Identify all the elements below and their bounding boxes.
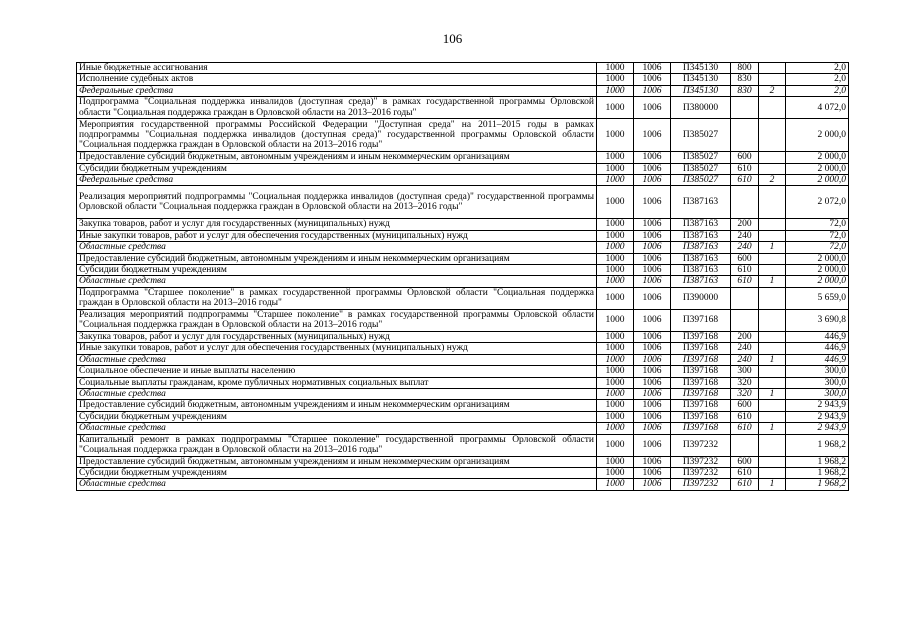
section-code-cell: 1000 <box>597 366 634 377</box>
target-article-cell: П387163 <box>671 219 731 230</box>
amount-cell: 1 968,2 <box>786 467 849 478</box>
expense-type-cell: 240 <box>731 242 759 253</box>
section-code-cell: 1000 <box>597 456 634 467</box>
section-code-cell: 1000 <box>597 354 634 365</box>
funding-source-cell: 1 <box>759 276 786 287</box>
subsection-code-cell: 1006 <box>634 388 671 399</box>
target-article-cell: П397168 <box>671 366 731 377</box>
row-name-cell: Субсидии бюджетным учреждениям <box>77 265 597 276</box>
row-name-cell: Реализация мероприятий подпрограммы "Социальная поддержка инвалидов (доступная среда)" государственной программы Орловской области "Социальная поддержка граждан в Орловской области на 2013–2016 годы" <box>77 186 597 219</box>
expense-type-cell <box>731 287 759 309</box>
amount-cell: 300,0 <box>786 388 849 399</box>
expense-type-cell: 300 <box>731 366 759 377</box>
expense-type-cell: 240 <box>731 354 759 365</box>
table-row <box>77 97 849 119</box>
row-name-cell: Иные бюджетные ассигнования <box>77 63 597 74</box>
subsection-code-cell: 1006 <box>634 456 671 467</box>
amount-cell: 2 000,0 <box>786 175 849 186</box>
target-article-cell: П397232 <box>671 467 731 478</box>
expense-type-cell: 600 <box>731 152 759 163</box>
target-article-cell: П380000 <box>671 97 731 119</box>
subsection-code-cell: 1006 <box>634 411 671 422</box>
amount-cell: 2 943,9 <box>786 411 849 422</box>
expense-type-cell: 830 <box>731 74 759 85</box>
section-code-cell: 1000 <box>597 152 634 163</box>
section-code-cell: 1000 <box>597 186 634 219</box>
funding-source-cell <box>759 377 786 388</box>
amount-cell: 2,0 <box>786 85 849 96</box>
section-code-cell: 1000 <box>597 74 634 85</box>
subsection-code-cell: 1006 <box>634 343 671 354</box>
amount-cell: 446,9 <box>786 331 849 342</box>
funding-source-cell <box>759 456 786 467</box>
funding-source-cell <box>759 331 786 342</box>
funding-source-cell: 1 <box>759 242 786 253</box>
expense-type-cell <box>731 97 759 119</box>
subsection-code-cell: 1006 <box>634 163 671 174</box>
section-code-cell: 1000 <box>597 423 634 434</box>
section-code-cell: 1000 <box>597 175 634 186</box>
funding-source-cell <box>759 63 786 74</box>
amount-cell: 4 072,0 <box>786 97 849 119</box>
section-code-cell: 1000 <box>597 309 634 331</box>
target-article-cell: П397168 <box>671 388 731 399</box>
funding-source-cell <box>759 253 786 264</box>
target-article-cell: П387163 <box>671 230 731 241</box>
table-row <box>77 331 849 342</box>
table-row <box>77 309 849 331</box>
funding-source-cell <box>759 219 786 230</box>
row-name-cell: Иные закупки товаров, работ и услуг для обеспечения государственных (муниципальных) нужд <box>77 343 597 354</box>
target-article-cell: П387163 <box>671 276 731 287</box>
row-name-cell: Реализация мероприятий подпрограммы "Старшее поколение" в рамках государственной программы Орловской области "Социальная поддержка граждан в Орловской области на 2013–2016 годы" <box>77 309 597 331</box>
table-row <box>77 411 849 422</box>
table-row <box>77 186 849 219</box>
table-row <box>77 119 849 152</box>
subsection-code-cell: 1006 <box>634 309 671 331</box>
row-name-cell: Федеральные средства <box>77 175 597 186</box>
subsection-code-cell: 1006 <box>634 152 671 163</box>
subsection-code-cell: 1006 <box>634 467 671 478</box>
section-code-cell: 1000 <box>597 434 634 456</box>
row-name-cell: Закупка товаров, работ и услуг для государственных (муниципальных) нужд <box>77 331 597 342</box>
subsection-code-cell: 1006 <box>634 434 671 456</box>
funding-source-cell: 1 <box>759 479 786 490</box>
target-article-cell: П387163 <box>671 186 731 219</box>
amount-cell: 2 000,0 <box>786 119 849 152</box>
expense-type-cell: 600 <box>731 456 759 467</box>
subsection-code-cell: 1006 <box>634 423 671 434</box>
row-name-cell: Областные средства <box>77 354 597 365</box>
subsection-code-cell: 1006 <box>634 97 671 119</box>
amount-cell: 2 000,0 <box>786 163 849 174</box>
expense-type-cell: 200 <box>731 219 759 230</box>
row-name-cell: Капитальный ремонт в рамках подпрограммы "Старшее поколение" государственной программы Орловской области "Социальная поддержка граждан в Орловской области на 2013–2016 годы" <box>77 434 597 456</box>
expense-type-cell <box>731 309 759 331</box>
table-row <box>77 85 849 96</box>
amount-cell: 1 968,2 <box>786 456 849 467</box>
table-row <box>77 152 849 163</box>
row-name-cell: Предоставление субсидий бюджетным, автономным учреждениям и иным некоммерческим организациям <box>77 456 597 467</box>
target-article-cell: П397168 <box>671 423 731 434</box>
section-code-cell: 1000 <box>597 331 634 342</box>
subsection-code-cell: 1006 <box>634 400 671 411</box>
target-article-cell: П387163 <box>671 242 731 253</box>
amount-cell: 2 000,0 <box>786 276 849 287</box>
subsection-code-cell: 1006 <box>634 175 671 186</box>
target-article-cell: П397168 <box>671 343 731 354</box>
section-code-cell: 1000 <box>597 388 634 399</box>
row-name-cell: Субсидии бюджетным учреждениям <box>77 411 597 422</box>
row-name-cell: Областные средства <box>77 479 597 490</box>
expense-type-cell <box>731 186 759 219</box>
expense-type-cell: 320 <box>731 388 759 399</box>
expense-type-cell: 600 <box>731 253 759 264</box>
target-article-cell: П345130 <box>671 63 731 74</box>
target-article-cell: П397168 <box>671 411 731 422</box>
subsection-code-cell: 1006 <box>634 63 671 74</box>
target-article-cell: П345130 <box>671 74 731 85</box>
expense-type-cell: 610 <box>731 479 759 490</box>
funding-source-cell <box>759 343 786 354</box>
row-name-cell: Предоставление субсидий бюджетным, автономным учреждениям и иным некоммерческим организациям <box>77 400 597 411</box>
table-row <box>77 366 849 377</box>
table-row <box>77 467 849 478</box>
section-code-cell: 1000 <box>597 230 634 241</box>
funding-source-cell: 1 <box>759 354 786 365</box>
expense-type-cell: 610 <box>731 276 759 287</box>
table-row <box>77 163 849 174</box>
table-row <box>77 377 849 388</box>
target-article-cell: П397232 <box>671 479 731 490</box>
target-article-cell: П387163 <box>671 253 731 264</box>
subsection-code-cell: 1006 <box>634 253 671 264</box>
funding-source-cell: 1 <box>759 423 786 434</box>
target-article-cell: П387163 <box>671 265 731 276</box>
table-row <box>77 230 849 241</box>
expense-type-cell: 800 <box>731 63 759 74</box>
subsection-code-cell: 1006 <box>634 119 671 152</box>
target-article-cell: П385027 <box>671 163 731 174</box>
section-code-cell: 1000 <box>597 219 634 230</box>
expense-type-cell <box>731 434 759 456</box>
section-code-cell: 1000 <box>597 119 634 152</box>
amount-cell: 2 072,0 <box>786 186 849 219</box>
subsection-code-cell: 1006 <box>634 331 671 342</box>
amount-cell: 1 968,2 <box>786 479 849 490</box>
amount-cell: 72,0 <box>786 242 849 253</box>
section-code-cell: 1000 <box>597 276 634 287</box>
subsection-code-cell: 1006 <box>634 377 671 388</box>
section-code-cell: 1000 <box>597 287 634 309</box>
table-row <box>77 242 849 253</box>
budget-table-body <box>77 63 849 491</box>
amount-cell: 2,0 <box>786 63 849 74</box>
amount-cell: 2 000,0 <box>786 265 849 276</box>
expense-type-cell: 200 <box>731 331 759 342</box>
table-row <box>77 388 849 399</box>
funding-source-cell: 2 <box>759 85 786 96</box>
section-code-cell: 1000 <box>597 467 634 478</box>
expense-type-cell: 320 <box>731 377 759 388</box>
table-row <box>77 400 849 411</box>
section-code-cell: 1000 <box>597 63 634 74</box>
row-name-cell: Федеральные средства <box>77 85 597 96</box>
table-row <box>77 219 849 230</box>
amount-cell: 1 968,2 <box>786 434 849 456</box>
funding-source-cell <box>759 411 786 422</box>
target-article-cell: П397168 <box>671 400 731 411</box>
subsection-code-cell: 1006 <box>634 242 671 253</box>
row-name-cell: Предоставление субсидий бюджетным, автономным учреждениям и иным некоммерческим организациям <box>77 253 597 264</box>
expense-type-cell <box>731 119 759 152</box>
row-name-cell: Иные закупки товаров, работ и услуг для обеспечения государственных (муниципальных) нужд <box>77 230 597 241</box>
target-article-cell: П385027 <box>671 152 731 163</box>
section-code-cell: 1000 <box>597 163 634 174</box>
row-name-cell: Социальное обеспечение и иные выплаты населению <box>77 366 597 377</box>
expense-type-cell: 600 <box>731 400 759 411</box>
row-name-cell: Исполнение судебных актов <box>77 74 597 85</box>
funding-source-cell: 1 <box>759 388 786 399</box>
funding-source-cell <box>759 287 786 309</box>
section-code-cell: 1000 <box>597 253 634 264</box>
row-name-cell: Подпрограмма "Старшее поколение" в рамках государственной программы Орловской области "Социальная поддержка граждан в Орловской области на 2013–2016 годы" <box>77 287 597 309</box>
subsection-code-cell: 1006 <box>634 186 671 219</box>
funding-source-cell <box>759 400 786 411</box>
subsection-code-cell: 1006 <box>634 276 671 287</box>
section-code-cell: 1000 <box>597 400 634 411</box>
page-number: 106 <box>442 31 463 46</box>
expense-type-cell: 610 <box>731 265 759 276</box>
subsection-code-cell: 1006 <box>634 230 671 241</box>
table-row <box>77 479 849 490</box>
row-name-cell: Подпрограмма "Социальная поддержка инвалидов (доступная среда)" в рамках государственной программы Орловской области "Социальная поддержка граждан в Орловской области на 2013–2016 годы" <box>77 97 597 119</box>
subsection-code-cell: 1006 <box>634 479 671 490</box>
target-article-cell: П345130 <box>671 85 731 96</box>
section-code-cell: 1000 <box>597 411 634 422</box>
row-name-cell: Субсидии бюджетным учреждениям <box>77 163 597 174</box>
row-name-cell: Предоставление субсидий бюджетным, автономным учреждениям и иным некоммерческим организациям <box>77 152 597 163</box>
expense-type-cell: 240 <box>731 230 759 241</box>
target-article-cell: П397168 <box>671 331 731 342</box>
table-row <box>77 343 849 354</box>
row-name-cell: Закупка товаров, работ и услуг для государственных (муниципальных) нужд <box>77 219 597 230</box>
expense-type-cell: 610 <box>731 175 759 186</box>
table-row <box>77 265 849 276</box>
expense-type-cell: 610 <box>731 163 759 174</box>
expense-type-cell: 830 <box>731 85 759 96</box>
funding-source-cell <box>759 230 786 241</box>
expense-type-cell: 240 <box>731 343 759 354</box>
funding-source-cell: 2 <box>759 175 786 186</box>
expense-type-cell: 610 <box>731 411 759 422</box>
subsection-code-cell: 1006 <box>634 265 671 276</box>
expense-type-cell: 610 <box>731 467 759 478</box>
table-row <box>77 287 849 309</box>
amount-cell: 5 659,0 <box>786 287 849 309</box>
amount-cell: 300,0 <box>786 377 849 388</box>
table-row <box>77 434 849 456</box>
section-code-cell: 1000 <box>597 85 634 96</box>
table-row <box>77 175 849 186</box>
funding-source-cell <box>759 163 786 174</box>
section-code-cell: 1000 <box>597 479 634 490</box>
amount-cell: 2 000,0 <box>786 152 849 163</box>
row-name-cell: Областные средства <box>77 242 597 253</box>
row-name-cell: Мероприятия государственной программы Российской Федерации "Доступная среда" на 2011–2015 годы в рамках подпрограммы "Социальная поддержка инвалидов (доступная среда)" государственной программы Орловской области "Социальная поддержка граждан в Орловской области на 2013–2016 годы" <box>77 119 597 152</box>
row-name-cell: Социальные выплаты гражданам, кроме публичных нормативных социальных выплат <box>77 377 597 388</box>
subsection-code-cell: 1006 <box>634 287 671 309</box>
amount-cell: 2,0 <box>786 74 849 85</box>
funding-source-cell <box>759 74 786 85</box>
row-name-cell: Областные средства <box>77 388 597 399</box>
subsection-code-cell: 1006 <box>634 85 671 96</box>
target-article-cell: П390000 <box>671 287 731 309</box>
funding-source-cell <box>759 366 786 377</box>
funding-source-cell <box>759 97 786 119</box>
amount-cell: 72,0 <box>786 219 849 230</box>
table-row <box>77 63 849 74</box>
amount-cell: 446,9 <box>786 354 849 365</box>
funding-source-cell <box>759 186 786 219</box>
table-row <box>77 253 849 264</box>
funding-source-cell <box>759 119 786 152</box>
table-row <box>77 423 849 434</box>
subsection-code-cell: 1006 <box>634 354 671 365</box>
amount-cell: 72,0 <box>786 230 849 241</box>
funding-source-cell <box>759 265 786 276</box>
target-article-cell: П397168 <box>671 354 731 365</box>
row-name-cell: Субсидии бюджетным учреждениям <box>77 467 597 478</box>
table-row <box>77 74 849 85</box>
subsection-code-cell: 1006 <box>634 74 671 85</box>
section-code-cell: 1000 <box>597 343 634 354</box>
target-article-cell: П397168 <box>671 309 731 331</box>
target-article-cell: П397232 <box>671 434 731 456</box>
budget-table <box>76 62 849 491</box>
row-name-cell: Областные средства <box>77 423 597 434</box>
section-code-cell: 1000 <box>597 97 634 119</box>
amount-cell: 3 690,8 <box>786 309 849 331</box>
funding-source-cell <box>759 434 786 456</box>
expense-type-cell: 610 <box>731 423 759 434</box>
funding-source-cell <box>759 152 786 163</box>
section-code-cell: 1000 <box>597 265 634 276</box>
target-article-cell: П397168 <box>671 377 731 388</box>
subsection-code-cell: 1006 <box>634 219 671 230</box>
table-row <box>77 276 849 287</box>
section-code-cell: 1000 <box>597 242 634 253</box>
section-code-cell: 1000 <box>597 377 634 388</box>
row-name-cell: Областные средства <box>77 276 597 287</box>
funding-source-cell <box>759 467 786 478</box>
amount-cell: 300,0 <box>786 366 849 377</box>
subsection-code-cell: 1006 <box>634 366 671 377</box>
target-article-cell: П385027 <box>671 119 731 152</box>
target-article-cell: П385027 <box>671 175 731 186</box>
amount-cell: 2 943,9 <box>786 400 849 411</box>
table-row <box>77 456 849 467</box>
amount-cell: 2 000,0 <box>786 253 849 264</box>
amount-cell: 446,9 <box>786 343 849 354</box>
funding-source-cell <box>759 309 786 331</box>
amount-cell: 2 943,9 <box>786 423 849 434</box>
table-row <box>77 354 849 365</box>
target-article-cell: П397232 <box>671 456 731 467</box>
